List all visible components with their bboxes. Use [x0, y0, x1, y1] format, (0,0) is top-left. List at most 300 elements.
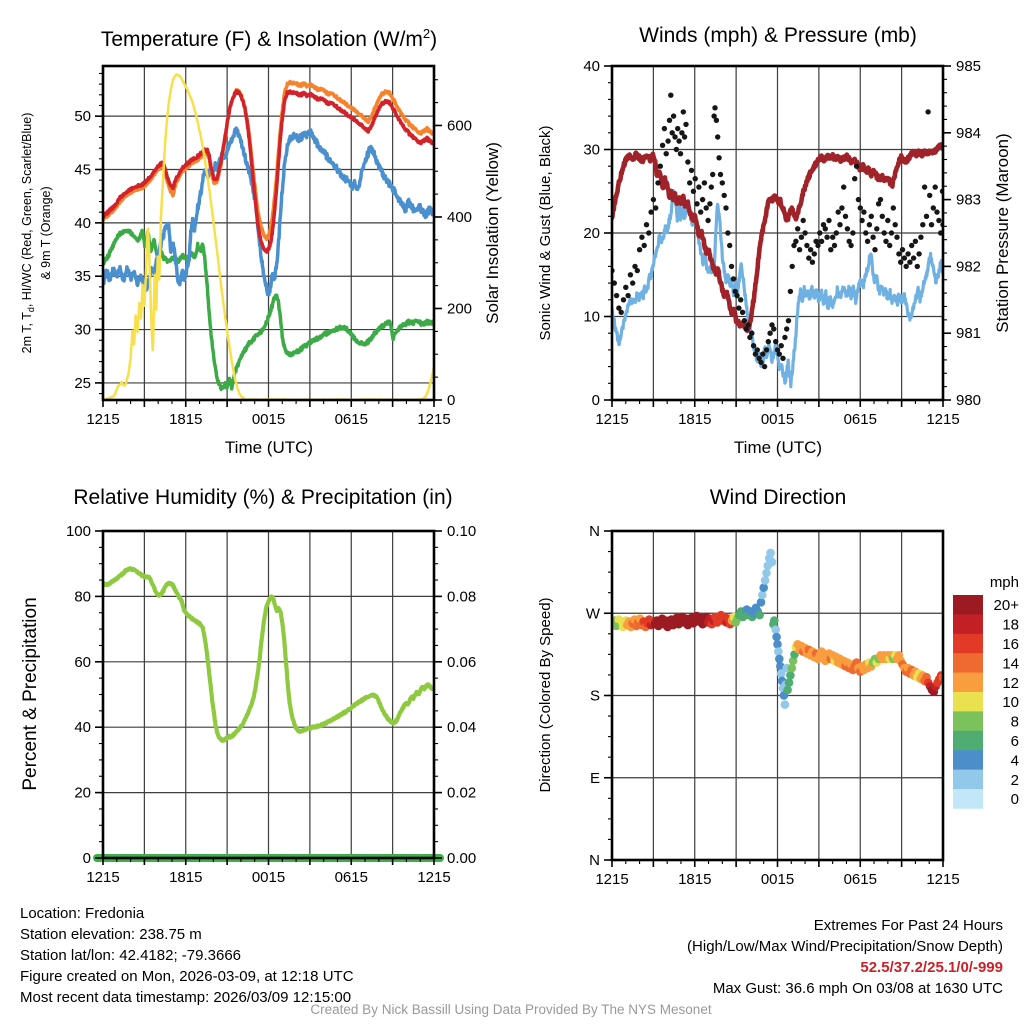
gust-dot	[720, 180, 725, 185]
colorbar-cell	[953, 634, 983, 654]
gust-dot	[852, 176, 857, 181]
x-tick-label: 0015	[251, 869, 286, 886]
gust-dot	[751, 343, 756, 348]
gust-dot	[850, 230, 855, 235]
footer	[20, 905, 1003, 1017]
gust-dot	[675, 126, 680, 131]
colorbar-bin-label: 20+	[993, 597, 1019, 615]
gust-dot	[936, 218, 941, 223]
y-tick-label: 100	[65, 523, 91, 540]
left-axis-ticks	[586, 523, 612, 869]
gust-dot	[766, 339, 771, 344]
footer-latlon: Station lat/lon: 42.4182; -79.3666	[20, 947, 242, 964]
pressure-right-axis-label: Station Pressure (Maroon)	[993, 133, 1012, 333]
gust-dot	[742, 318, 747, 323]
gust-dot	[782, 335, 787, 340]
gust-dot	[795, 226, 800, 231]
colorbar-units-label: mph	[989, 574, 1019, 591]
colorbar-bin-label: 12	[1002, 674, 1019, 692]
gust-dot	[826, 218, 831, 223]
y-tick-label: 600	[447, 117, 473, 135]
gust-dot	[668, 93, 673, 98]
gust-dot	[651, 197, 656, 202]
gust-dot	[674, 147, 679, 152]
colorbar-bin-label: 18	[1002, 616, 1019, 634]
gust-dot	[689, 168, 694, 173]
gust-dot	[745, 322, 750, 327]
gust-dot	[918, 235, 923, 240]
gust-dot	[828, 247, 833, 252]
direction-dot	[766, 549, 775, 558]
speed-colorbar	[953, 574, 1019, 809]
gust-dot	[797, 247, 802, 252]
temperature-insolation-chart	[20, 26, 502, 457]
gust-dot	[925, 109, 930, 114]
direction-dot	[770, 616, 779, 625]
gust-dot	[723, 205, 728, 210]
gust-dot	[872, 247, 877, 252]
gust-dot	[859, 218, 864, 223]
colorbar-cell	[953, 595, 983, 615]
x-tick-label: 1215	[926, 411, 960, 428]
gust-dot	[885, 218, 890, 223]
colorbar-bin-label: 2	[1010, 771, 1019, 789]
gust-dot	[702, 180, 707, 185]
gust-dot	[760, 351, 765, 356]
gust-dot	[653, 205, 658, 210]
direction-dot	[758, 591, 767, 600]
temperature-x-axis-label: Time (UTC)	[224, 438, 314, 457]
y-tick-label: 25	[74, 374, 91, 392]
gust-dot	[837, 222, 842, 227]
y-tick-label: 60	[74, 653, 91, 671]
colorbar-bin-label: 4	[1010, 752, 1019, 770]
y-tick-label: 40	[583, 58, 600, 75]
gust-dot	[915, 264, 920, 269]
gust-dot	[893, 222, 898, 227]
y-tick-label: 0.08	[447, 588, 477, 606]
y-tick-label: 981	[956, 325, 982, 343]
y-tick-label: 980	[956, 392, 982, 409]
y-tick-label: 400	[447, 208, 473, 226]
x-axis-ticks	[595, 860, 959, 888]
x-axis-ticks	[595, 400, 959, 428]
wind-left-axis-label: Sonic Wind & Gust (Blue, Black)	[537, 125, 554, 341]
gust-dot	[786, 318, 791, 323]
gust-dot	[931, 205, 936, 210]
temperature-left-axis-label: 2m T, $T_d$, HI/WC (Red, Green, Scarlet/Blue)	[20, 112, 36, 354]
gust-dot	[902, 255, 907, 260]
footer-timestamp: Most recent data timestamp: 2026/03/09 12:15:00	[20, 989, 352, 1006]
gust-dot	[628, 272, 633, 277]
y-tick-label: 30	[74, 321, 91, 339]
colorbar-cell	[953, 770, 983, 790]
gust-dot	[907, 260, 912, 265]
gust-dot	[771, 326, 776, 331]
direction-dot	[783, 686, 792, 695]
y-tick-label: 0.02	[447, 784, 477, 802]
gust-dot	[824, 235, 829, 240]
gust-dot	[878, 197, 883, 202]
x-tick-label: 0015	[760, 411, 795, 428]
gust-dot	[861, 209, 866, 214]
gust-dot	[924, 214, 929, 219]
gust-dot	[841, 184, 846, 189]
gust-dot	[644, 222, 649, 227]
gust-dot	[682, 134, 687, 139]
gust-dot	[843, 214, 848, 219]
temperature-chart-title: Temperature (F) & Insolation $(W/m^2)$	[100, 26, 438, 51]
gust-dot	[646, 230, 651, 235]
y-tick-label: 35	[74, 268, 91, 286]
x-tick-label: 0015	[760, 871, 795, 888]
gust-dot	[780, 356, 785, 361]
gust-dot	[614, 293, 619, 298]
gust-dot	[779, 343, 784, 348]
gust-dot	[685, 159, 690, 164]
gust-dot	[705, 218, 710, 223]
gust-dot	[784, 326, 789, 331]
gust-dot	[934, 209, 939, 214]
humidity-chart-title: Relative Humidity (%) & Precipitation (in)	[73, 486, 453, 509]
left-axis-ticks	[66, 523, 103, 867]
gust-dot	[933, 184, 938, 189]
x-axis-ticks	[86, 858, 450, 886]
gust-dot	[767, 331, 772, 336]
y-tick-label: 0.10	[447, 523, 477, 540]
gust-dot	[671, 113, 676, 118]
gust-dot	[773, 339, 778, 344]
gust-dot	[696, 184, 701, 189]
colorbar-cell	[953, 789, 983, 809]
gust-dot	[904, 264, 909, 269]
colorbar-cells	[953, 595, 1019, 809]
gust-dot	[655, 180, 660, 185]
colorbar-cell	[953, 711, 983, 731]
direction-dot	[759, 583, 768, 592]
gust-dot	[848, 243, 853, 248]
gust-dot	[727, 243, 732, 248]
colorbar-cell	[953, 750, 983, 770]
gust-dot	[802, 230, 807, 235]
gust-dot	[764, 347, 769, 352]
direction-dot	[755, 611, 764, 620]
x-tick-label: 1815	[169, 869, 203, 886]
gust-dot	[709, 184, 714, 189]
gust-dot	[672, 134, 677, 139]
gust-dot	[812, 251, 817, 256]
gust-dot	[715, 134, 720, 139]
y-tick-label: 40	[74, 719, 91, 737]
right-axis-ticks	[434, 80, 472, 409]
x-tick-label: 0615	[334, 869, 368, 886]
gust-dot	[883, 239, 888, 244]
direction-dot	[786, 671, 795, 680]
gust-dot	[621, 297, 626, 302]
direction-dot	[762, 569, 771, 578]
gust-dot	[916, 251, 921, 256]
winds-chart-title: Winds (mph) & Pressure (mb)	[639, 24, 917, 47]
y-tick-label: 985	[956, 58, 982, 75]
gust-dot	[725, 230, 730, 235]
gust-dot	[863, 230, 868, 235]
gust-dot	[694, 201, 699, 206]
gust-dot	[704, 205, 709, 210]
gust-dot	[736, 305, 741, 310]
colorbar-cell	[953, 614, 983, 634]
gust-dot	[869, 214, 874, 219]
direction-dot	[757, 598, 766, 607]
colorbar-bin-label: 8	[1010, 713, 1019, 731]
gust-dot	[790, 264, 795, 269]
gust-dot	[819, 239, 824, 244]
winds-plot-area	[583, 58, 981, 428]
gust-dot	[909, 243, 914, 248]
direction-dot	[771, 625, 780, 634]
gust-dot	[920, 222, 925, 227]
gust-dot	[810, 260, 815, 265]
gust-dot	[913, 239, 918, 244]
gust-dot	[894, 235, 899, 240]
gust-dot	[693, 176, 698, 181]
gust-dot	[642, 243, 647, 248]
gust-dot	[676, 138, 681, 143]
gust-dot	[804, 243, 809, 248]
x-tick-label: 1815	[169, 411, 203, 428]
gust-dot	[845, 226, 850, 231]
footer-created: Figure created on Mon, 2026-03-09, at 12:18 UTC	[20, 968, 354, 985]
direction-dot	[761, 576, 770, 585]
gust-dot	[749, 331, 754, 336]
gust-dot	[898, 260, 903, 265]
y-tick-label: 982	[956, 258, 982, 276]
direction-dot	[772, 633, 781, 642]
x-tick-label: 1215	[595, 871, 629, 888]
gust-dot	[867, 222, 872, 227]
temperature-left-axis-label-line2: & 9m T (Orange)	[39, 186, 53, 280]
winds-pressure-chart	[537, 24, 1012, 457]
gust-dot	[905, 251, 910, 256]
gust-dot	[815, 243, 820, 248]
gust-dot	[738, 297, 743, 302]
wind-direction-plot-area	[586, 523, 960, 888]
x-tick-label: 1215	[926, 871, 960, 888]
gust-dot	[687, 180, 692, 185]
direction-dot	[785, 678, 794, 687]
y-tick-label: S	[589, 687, 600, 705]
left-axis-ticks	[583, 58, 612, 409]
gust-dot	[681, 109, 686, 114]
gust-dot	[793, 239, 798, 244]
y-tick-label: 80	[74, 588, 91, 606]
gust-dot	[712, 105, 717, 110]
gust-dot	[865, 239, 870, 244]
footer-location: Location: Fredonia	[20, 905, 145, 922]
gust-dot	[740, 310, 745, 315]
y-tick-label: 30	[583, 141, 600, 159]
y-tick-label: 984	[956, 124, 982, 142]
gust-dot	[929, 222, 934, 227]
y-tick-label: 20	[74, 784, 91, 802]
x-tick-label: 0615	[334, 411, 368, 428]
x-tick-label: 1815	[678, 411, 712, 428]
direction-dot	[781, 700, 790, 709]
colorbar-bin-label: 10	[1002, 694, 1019, 712]
gust-dot	[714, 118, 719, 123]
gust-dot	[777, 351, 782, 356]
gust-dot	[762, 364, 767, 369]
gust-dot	[823, 226, 828, 231]
gust-dot	[665, 138, 670, 143]
direction-dot	[774, 647, 783, 656]
gust-dot	[758, 360, 763, 365]
colorbar-bin-label: 0	[1010, 791, 1019, 809]
y-tick-label: N	[589, 852, 600, 869]
y-tick-label: E	[589, 769, 600, 787]
gust-dot	[639, 235, 644, 240]
colorbar-cell	[953, 692, 983, 712]
gust-dot	[630, 280, 635, 285]
y-tick-label: 0.04	[447, 719, 477, 737]
humidity-left-axis-label: Percent & Precipitation	[20, 597, 41, 791]
right-axis-ticks	[943, 58, 981, 409]
direction-dot	[788, 664, 797, 673]
x-tick-label: 1215	[595, 411, 629, 428]
x-axis-ticks	[86, 400, 450, 428]
extremes-max-gust: Max Gust: 36.6 mph On 03/08 at 1630 UTC	[712, 980, 1003, 997]
right-axis-ticks	[434, 523, 476, 867]
gust-dot	[698, 209, 703, 214]
extremes-values: 52.5/37.2/25.1/0/-999	[860, 959, 1003, 976]
gust-dot	[874, 226, 879, 231]
humidity-plot-area	[66, 523, 476, 886]
gust-dot	[889, 230, 894, 235]
y-tick-label: 0	[82, 850, 91, 867]
gust-dot	[887, 243, 892, 248]
gust-dot	[870, 235, 875, 240]
colorbar-cell	[953, 673, 983, 693]
gust-dot	[707, 201, 712, 206]
credit-line: Created By Nick Bassill Using Data Provided By The NYS Mesonet	[310, 1002, 712, 1017]
gust-dot	[683, 122, 688, 127]
y-tick-label: 50	[74, 108, 91, 126]
gust-dot	[718, 172, 723, 177]
gust-dot	[817, 230, 822, 235]
gust-dot	[858, 205, 863, 210]
y-tick-label: 45	[74, 161, 91, 179]
x-tick-label: 1215	[417, 411, 451, 428]
gust-dot	[691, 189, 696, 194]
direction-dot	[768, 558, 777, 567]
gust-dot	[729, 264, 734, 269]
gust-dot	[667, 118, 672, 123]
colorbar-cell	[953, 653, 983, 673]
humidity-precipitation-chart	[20, 486, 476, 886]
gust-dot	[755, 347, 760, 352]
gust-dot	[788, 289, 793, 294]
wind-direction-chart-title: Wind Direction	[709, 486, 847, 509]
gust-dot	[648, 209, 653, 214]
extremes-subtitle: (High/Low/Max Wind/Precipitation/Snow Depth)	[687, 938, 1003, 955]
y-tick-label: 0	[591, 392, 600, 409]
gust-dot	[619, 310, 624, 315]
gust-dot	[911, 255, 916, 260]
colorbar-cell	[953, 731, 983, 751]
y-tick-label: 20	[583, 225, 600, 242]
gust-dot	[734, 293, 739, 298]
gust-dot	[832, 243, 837, 248]
y-tick-label: 983	[956, 191, 982, 209]
solar-right-axis-label: Solar Insolation (Yellow)	[483, 142, 502, 324]
gust-dot	[882, 230, 887, 235]
gust-dot	[836, 209, 841, 214]
gust-dot	[808, 247, 813, 252]
gust-dot	[664, 151, 669, 156]
x-tick-label: 0015	[251, 411, 286, 428]
gust-dot	[922, 184, 927, 189]
y-tick-label: 0.06	[447, 653, 477, 671]
gust-dot	[891, 205, 896, 210]
x-tick-label: 1215	[417, 869, 451, 886]
gust-dot	[700, 197, 705, 202]
gust-dot	[799, 235, 804, 240]
x-tick-label: 1215	[86, 411, 120, 428]
x-tick-label: 1215	[86, 869, 120, 886]
y-tick-label: 0.00	[447, 850, 477, 867]
y-tick-label: 200	[447, 300, 473, 318]
winds-x-axis-label: Time (UTC)	[733, 438, 823, 457]
gust-dot	[731, 276, 736, 281]
gust-dot	[900, 247, 905, 252]
gust-dot	[806, 255, 811, 260]
wind-direction-chart	[537, 486, 1019, 888]
gust-dot	[623, 285, 628, 290]
gust-dot	[830, 235, 835, 240]
y-tick-label: W	[585, 605, 600, 623]
gust-dot	[716, 155, 721, 160]
extremes-title: Extremes For Past 24 Hours	[813, 917, 1003, 934]
colorbar-bin-label: 6	[1010, 733, 1019, 750]
gust-dot	[625, 293, 630, 298]
left-axis-ticks	[74, 73, 103, 393]
y-tick-label: 40	[74, 214, 91, 232]
gust-dot	[856, 197, 861, 202]
temperature-plot-area	[74, 66, 472, 428]
x-tick-label: 0615	[843, 871, 877, 888]
colorbar-bin-label: 14	[1002, 655, 1019, 673]
gust-dot	[854, 164, 859, 169]
gust-dot	[880, 214, 885, 219]
gust-dot	[834, 230, 839, 235]
x-tick-label: 0615	[843, 411, 877, 428]
gust-dot	[660, 143, 665, 148]
gust-dot	[710, 172, 715, 177]
colorbar-bin-label: 16	[1002, 636, 1019, 653]
direction-dot	[775, 655, 784, 664]
gust-dot	[722, 193, 727, 198]
x-tick-label: 1815	[678, 871, 712, 888]
gust-dot	[637, 247, 642, 252]
gust-dot	[839, 205, 844, 210]
y-tick-label: 10	[583, 308, 600, 326]
gust-dot	[896, 251, 901, 256]
direction-dot	[773, 640, 782, 649]
gust-dot	[678, 151, 683, 156]
gust-dot	[658, 164, 663, 169]
direction-left-axis-label: Direction (Colored By Speed)	[537, 597, 554, 793]
gust-dot	[801, 218, 806, 223]
y-tick-label: 0	[447, 392, 456, 409]
